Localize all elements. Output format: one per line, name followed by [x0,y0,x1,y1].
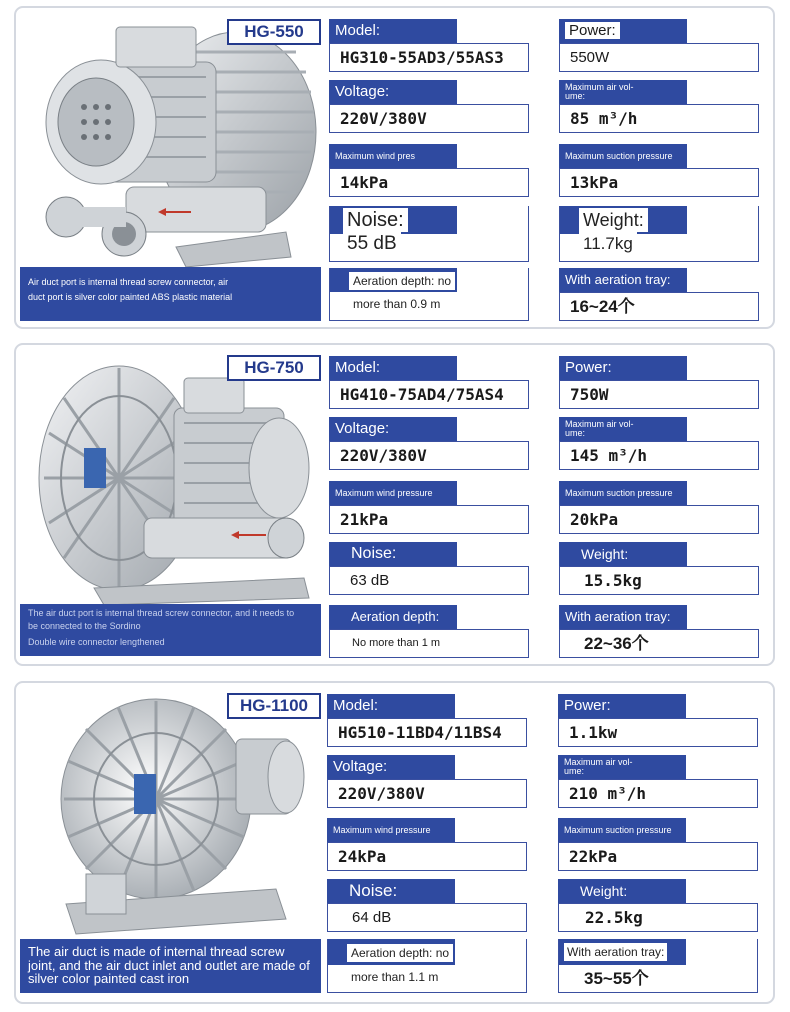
aeration-depth-label: Aeration depth: no [349,272,455,290]
wind-pressure-label: Maximum wind pres [329,144,457,168]
power-field [559,356,759,409]
wind-pressure-field [329,481,529,534]
power-value: 750W [559,380,759,409]
suction-pressure-label: Maximum suction pressure [559,144,687,168]
noise-field [329,542,529,595]
aeration-tray-label: With aeration tray: [559,268,687,292]
voltage-label: Voltage: [329,417,457,441]
wind-pressure-field [327,818,527,871]
wind-pressure-value: 14kPa [329,168,529,197]
suction-pressure-label: Maximum suction pressure [558,818,686,842]
weight-value: 11.7kg [579,232,637,256]
aeration-depth-value: more than 1.1 m [347,968,442,986]
aeration-tray-field [559,268,759,321]
model-tag: HG-1100 [227,693,321,719]
aeration-tray-value: 16~24个 [559,292,759,321]
weight-label: Weight: [559,542,687,566]
voltage-field [329,417,529,470]
blower-image [46,689,316,939]
wind-pressure-label: Maximum wind pressure [329,481,457,505]
aeration-tray-field [558,939,758,992]
voltage-value: 220V/380V [327,779,527,808]
aeration-tray-field [559,605,759,658]
weight-label: Weight: [558,879,686,903]
power-field [559,19,759,72]
power-value: 550W [559,43,759,72]
model-field [327,694,527,747]
weight-label: Weight: [579,208,648,232]
noise-label: Noise: [329,542,457,566]
description-line: Air duct port is internal thread screw connector, air [28,277,229,287]
model-tag: HG-750 [227,355,321,381]
aeration-depth-field [327,939,527,992]
model-label: Model: [329,19,457,43]
power-label: Power: [558,694,686,718]
noise-value: 63 dB [329,566,529,595]
description-line: Double wire connector lengthened [28,637,165,648]
model-value: HG310-55AD3/55AS3 [329,43,529,72]
weight-value: 22.5kg [558,903,758,932]
aeration-tray-label: With aeration tray: [564,943,667,961]
voltage-label: Voltage: [327,755,455,779]
air-volume-label: Maximum air vol- ume: [559,80,687,104]
wind-pressure-value: 24kPa [327,842,527,871]
model-value: HG510-11BD4/11BS4 [327,718,527,747]
weight-field [559,542,759,595]
voltage-field [329,80,529,133]
aeration-tray-value: 22~36个 [559,629,759,658]
air-volume-value: 85 m³/h [559,104,759,133]
power-label: Power: [565,22,620,39]
blower-image [24,353,324,608]
air-volume-label: Maximum air vol- ume: [559,417,687,441]
aeration-depth-field [329,268,529,321]
suction-pressure-field [559,144,759,197]
noise-value: 64 dB [327,903,527,932]
aeration-depth-label: Aeration depth: no [347,944,453,962]
air-volume-value: 210 m³/h [558,779,758,808]
noise-field [329,206,529,262]
wind-pressure-label: Maximum wind pressure [327,818,455,842]
aeration-depth-value: more than 0.9 m [349,295,444,313]
model-label: Model: [327,694,455,718]
voltage-value: 220V/380V [329,441,529,470]
product-description: The air duct is made of internal thread screw joint, and the air duct inlet and outlet are made of silver color painted cast iron [20,939,321,993]
product-card-hg550 [14,6,775,329]
air-volume-field [559,80,759,133]
power-value: 1.1kw [558,718,758,747]
weight-value: 15.5kg [559,566,759,595]
model-tag: HG-550 [227,19,321,45]
suction-pressure-field [559,481,759,534]
product-card-hg1100 [14,681,775,1004]
air-volume-field [558,755,758,808]
air-volume-field [559,417,759,470]
voltage-field [327,755,527,808]
aeration-tray-label: With aeration tray: [559,605,687,629]
voltage-value: 220V/380V [329,104,529,133]
power-field [558,694,758,747]
aeration-depth-field [329,605,529,658]
model-field [329,19,529,72]
weight-field [558,879,758,932]
wind-pressure-value: 21kPa [329,505,529,534]
description-line: duct port is silver color painted ABS plastic material [28,291,233,302]
description-line: The air duct port is internal thread screw connector, and it needs to [28,608,295,618]
air-volume-value: 145 m³/h [559,441,759,470]
blower-image [26,22,326,272]
suction-pressure-field [558,818,758,871]
weight-field [559,206,759,262]
aeration-tray-value: 35~55个 [580,969,653,989]
model-value: HG410-75AD4/75AS4 [329,380,529,409]
product-card-hg750 [14,343,775,666]
wind-pressure-field [329,144,529,197]
voltage-label: Voltage: [329,80,457,104]
aeration-depth-label: Aeration depth: [329,605,457,629]
suction-pressure-label: Maximum suction pressure [559,481,687,505]
noise-field [327,879,527,932]
aeration-depth-value: No more than 1 m [329,629,529,658]
suction-pressure-value: 13kPa [559,168,759,197]
noise-label: Noise: [327,879,455,903]
description-line: be connected to the Sordino [28,620,141,631]
model-label: Model: [329,356,457,380]
suction-pressure-value: 22kPa [558,842,758,871]
noise-label: Noise: [343,208,408,232]
power-label: Power: [559,356,687,380]
air-volume-label: Maximum air vol- ume: [558,755,686,779]
product-description [20,604,321,656]
model-field [329,356,529,409]
product-description [20,267,321,321]
noise-value: 55 dB [343,232,401,256]
suction-pressure-value: 20kPa [559,505,759,534]
